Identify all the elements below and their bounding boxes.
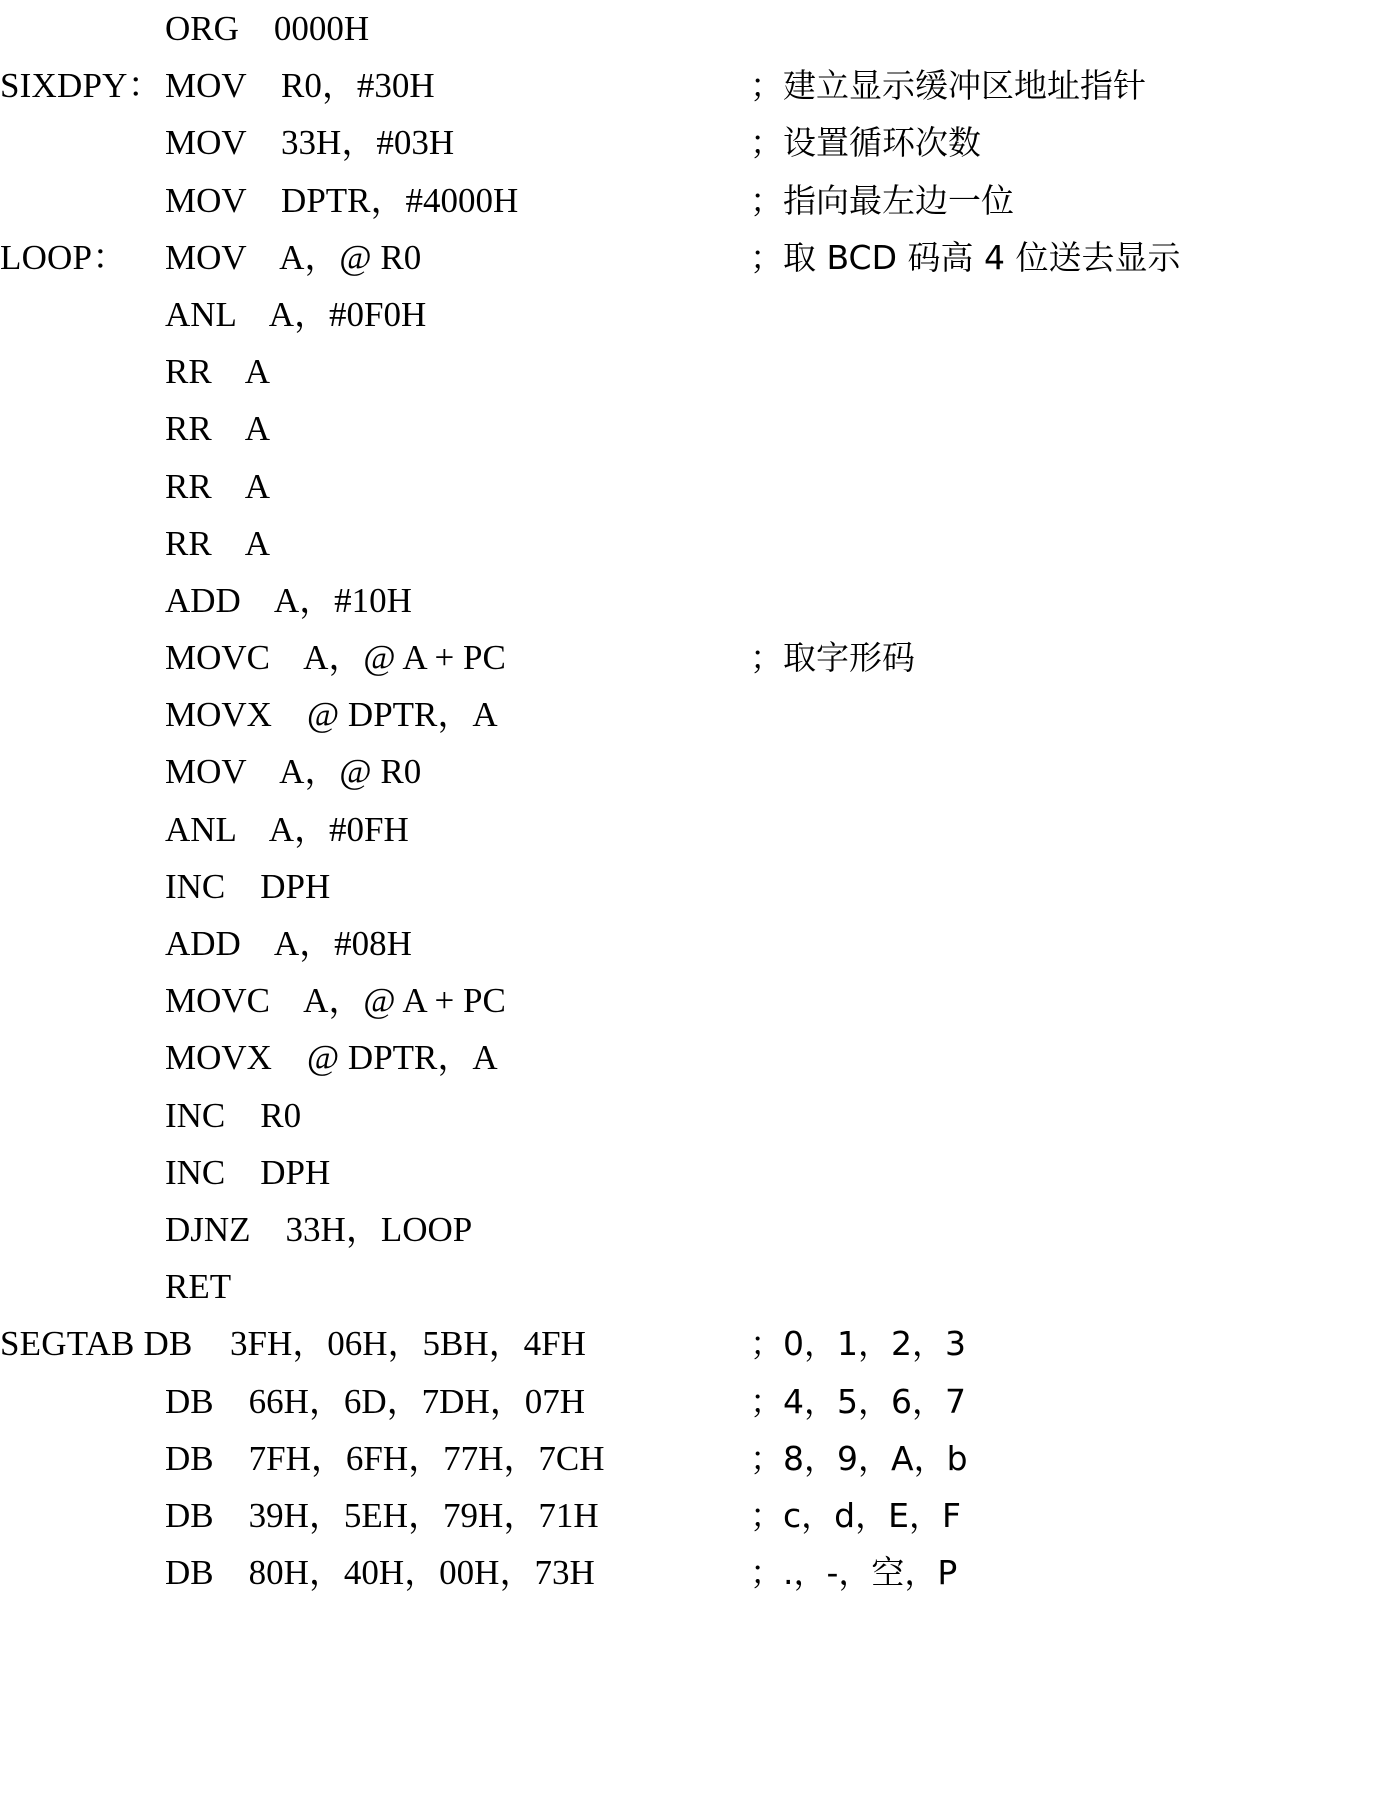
code-line	[0, 400, 1399, 457]
code-line-label: LOOP：	[0, 237, 128, 277]
code-line-comment: ；8，9，A，b	[750, 1438, 968, 1478]
code-line-instruction: DJNZ 33H，LOOP	[165, 1209, 473, 1249]
code-line-comment: ；取字形码	[750, 638, 915, 678]
code-line	[0, 1315, 1399, 1372]
code-line	[0, 572, 1399, 629]
code-line-instruction: DB 39H，5EH，79H，71H	[165, 1495, 599, 1535]
code-line-instruction: DB 80H，40H，00H，73H	[165, 1553, 595, 1593]
code-line-comment: ；建立显示缓冲区地址指针	[750, 66, 1146, 106]
code-line-instruction: MOVX @ DPTR，A	[165, 695, 498, 735]
code-line-comment: ；.，-，空，P	[750, 1553, 958, 1593]
code-line	[0, 1087, 1399, 1144]
code-line-instruction: ANL A，#0FH	[165, 809, 409, 849]
code-line	[0, 1144, 1399, 1201]
code-line-comment: ；c，d，E，F	[750, 1495, 961, 1535]
code-line	[0, 972, 1399, 1029]
code-line	[0, 858, 1399, 915]
code-line-instruction: MOV A，@ R0	[165, 752, 422, 792]
code-line	[0, 172, 1399, 229]
code-line	[0, 515, 1399, 572]
code-line-comment: ；取 BCD 码高 4 位送去显示	[750, 237, 1181, 277]
code-line-instruction: RR A	[165, 352, 271, 392]
code-line-comment: ；4，5，6，7	[750, 1381, 966, 1421]
code-line-instruction: INC DPH	[165, 1152, 331, 1192]
code-line-instruction: MOV 33H，#03H	[165, 123, 455, 163]
code-line	[0, 114, 1399, 171]
code-line-instruction: MOV DPTR，#4000H	[165, 180, 519, 220]
code-line	[0, 343, 1399, 400]
code-line-label: SEGTAB DB	[0, 1324, 193, 1364]
code-line-instruction: MOV A，@ R0	[165, 237, 422, 277]
code-line	[0, 1373, 1399, 1430]
code-line-instruction: MOV R0，#30H	[165, 66, 435, 106]
code-line	[0, 1430, 1399, 1487]
code-line	[0, 1201, 1399, 1258]
code-line	[0, 458, 1399, 515]
code-line-label: SIXDPY：	[0, 66, 163, 106]
code-line-instruction: ORG 0000H	[165, 9, 370, 48]
code-line	[0, 915, 1399, 972]
code-line	[0, 1544, 1399, 1601]
code-line-instruction: RR A	[165, 409, 271, 449]
code-line-instruction: ADD A，#08H	[165, 924, 412, 963]
code-line-comment: ；0，1，2，3	[750, 1324, 966, 1364]
code-line	[0, 57, 1399, 114]
code-line-instruction: MOVC A，@ A + PC	[165, 638, 506, 678]
code-line-instruction: MOVX @ DPTR，A	[165, 1038, 498, 1078]
code-line-instruction: DB 66H，6D，7DH，07H	[165, 1381, 586, 1421]
code-line-instruction: RR A	[165, 523, 271, 563]
code-line	[0, 743, 1399, 800]
code-line-instruction: RET	[165, 1267, 232, 1307]
code-line	[0, 801, 1399, 858]
code-line-comment: ；指向最左边一位	[750, 180, 1014, 220]
code-line-instruction: 3FH，06H，5BH，4FH	[230, 1324, 586, 1364]
code-line	[0, 286, 1399, 343]
code-line-instruction: RR A	[165, 466, 271, 506]
code-line-comment: ；设置循环次数	[750, 123, 981, 163]
code-line-instruction: MOVC A，@ A + PC	[165, 981, 506, 1021]
code-line-instruction: DB 7FH，6FH，77H，7CH	[165, 1438, 605, 1478]
code-line-instruction: INC DPH	[165, 866, 331, 906]
code-line-instruction: ANL A，#0F0H	[165, 294, 427, 334]
code-line	[0, 686, 1399, 743]
code-line	[0, 0, 1399, 57]
code-line-instruction: ADD A，#10H	[165, 580, 412, 620]
code-line	[0, 1258, 1399, 1315]
code-line	[0, 629, 1399, 686]
code-line	[0, 1487, 1399, 1544]
code-line-instruction: INC R0	[165, 1095, 302, 1135]
code-line	[0, 1029, 1399, 1086]
code-line	[0, 229, 1399, 286]
